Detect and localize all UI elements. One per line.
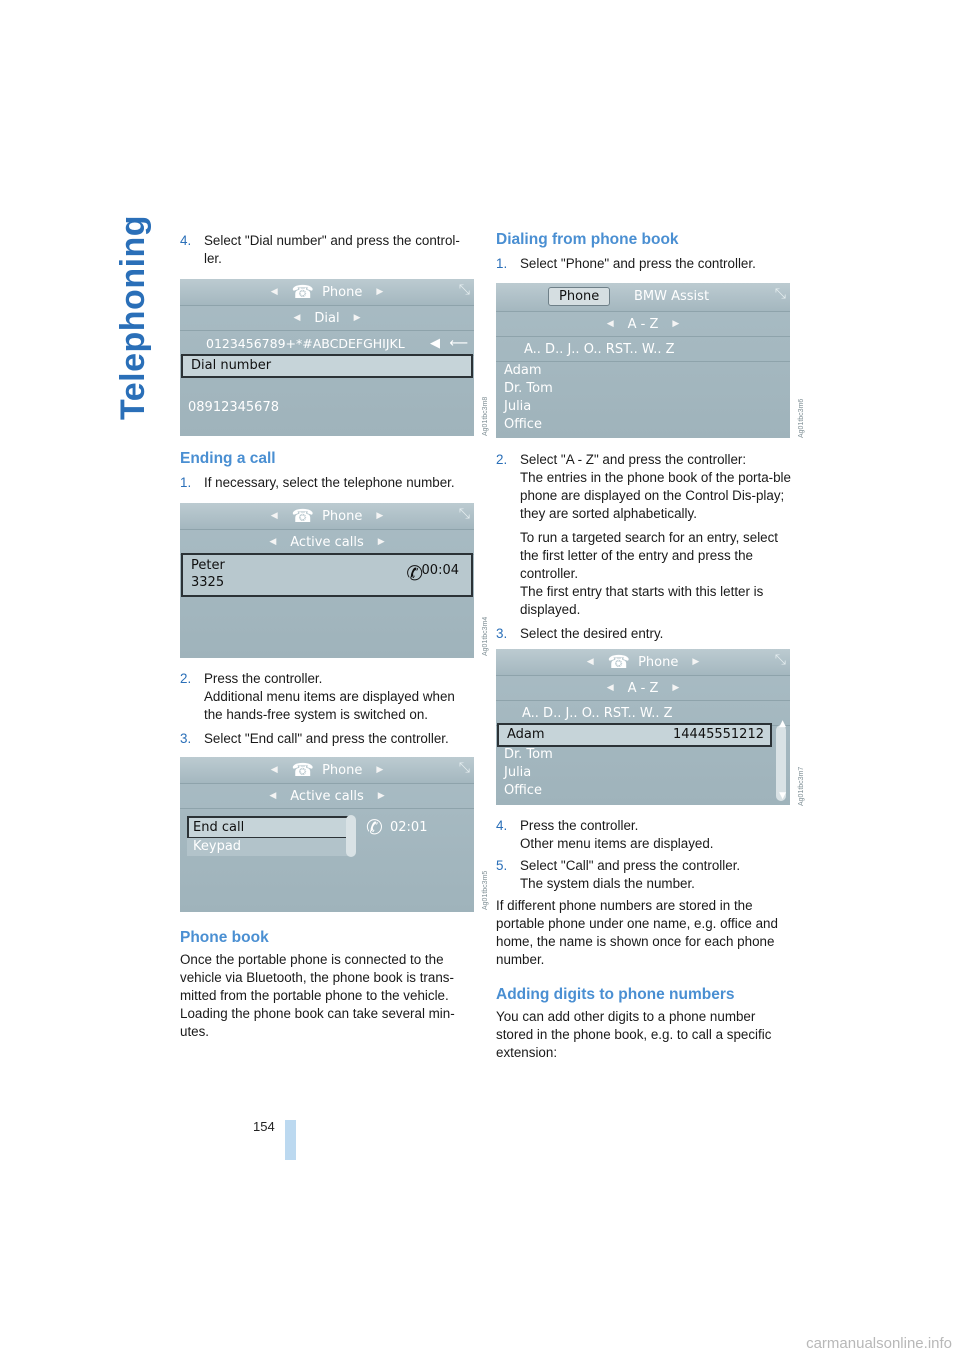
call-handset-icon: ✆ (366, 815, 383, 839)
enter-arrow-icon[interactable]: ⟵ (449, 335, 468, 351)
end-call-option[interactable]: End call (187, 816, 351, 839)
scroll-down-arrow-icon[interactable]: ▼ (779, 791, 786, 801)
backspace-icon[interactable]: ◀ (430, 335, 440, 351)
side-title-text: Telephoning (114, 214, 152, 420)
phonebook-entry[interactable]: Dr. Tom (504, 381, 553, 396)
phone-handset-icon: ☎ (291, 281, 315, 303)
screen-active-calls: ◀ ☎ Phone ▶ ⤡ ◀ Active calls ▶ Peter 3325 ✆ 00:04 (180, 503, 474, 658)
left-step-4: 4. Select "Dial number" and press the control-ler. (180, 233, 460, 266)
scroll-up-arrow-icon[interactable]: ▲ (779, 719, 786, 729)
screen-end-call: ◀ ☎ Phone ▶ ⤡ ◀ Active calls ▶ End call Keypad ✆ 02:01 (180, 757, 474, 912)
scrollbar[interactable] (346, 815, 356, 857)
tab-phone[interactable]: Phone (548, 287, 610, 306)
expand-icon: ⤡ (458, 760, 470, 776)
screen-phone-book: Phone BMW Assist ⤡ ◀ A - Z ▶ A.. D.. J.. O.. RST.. W.. Z Adam Dr. Tom Julia Office (496, 283, 790, 438)
page-marker-bar (285, 1120, 296, 1160)
tab-bmw-assist[interactable]: BMW Assist (634, 289, 710, 304)
letter-index-row[interactable]: A.. D.. J.. O.. RST.. W.. Z (496, 701, 790, 726)
phonebook-entry[interactable]: Julia (504, 399, 532, 414)
call-handset-icon: ✆ (406, 561, 423, 585)
expand-icon: ⤡ (774, 286, 786, 302)
heading-dialing-from-phone-book: Dialing from phone book (496, 231, 679, 248)
keypad-row[interactable]: 0123456789+*#ABCDEFGHIJKL ◀ ⟵ (180, 331, 474, 356)
screen-header: ◀ ☎ Phone ▶ (180, 279, 474, 306)
screen-az-list: ◀ ☎ Phone ▶ ⤡ ◀ A - Z ▶ A.. D.. J.. O.. RST.. W.. Z Adam 14445551212 Dr. Tom Julia Office ▲ ▼ (496, 649, 790, 805)
screen-dial-number: ◀ ☎ Phone ▶ ⤡ ◀ Dial ▶ 0123456789+*#ABCDEFGHIJKL ◀ ⟵ Dial number 08912345678 (180, 279, 474, 436)
expand-icon: ⤡ (774, 652, 786, 668)
phonebook-entry[interactable]: Office (504, 417, 542, 432)
active-call-entry[interactable]: Peter 3325 ✆ 00:04 (181, 553, 473, 597)
side-title (114, 214, 158, 420)
page-number: 154 (253, 1119, 275, 1134)
selected-phonebook-entry[interactable]: Adam 14445551212 (497, 723, 772, 747)
heading-phone-book: Phone book (180, 929, 269, 946)
keypad-option[interactable]: Keypad (187, 838, 351, 856)
selected-dial-number[interactable]: Dial number (181, 354, 473, 378)
scrollbar[interactable] (776, 725, 786, 801)
expand-icon: ⤡ (458, 506, 470, 522)
phonebook-entry[interactable]: Dr. Tom (504, 747, 553, 762)
expand-icon: ⤡ (458, 282, 470, 298)
site-watermark: carmanualsonline.info (806, 1335, 952, 1352)
heading-ending-a-call: Ending a call (180, 450, 276, 467)
phone-handset-icon: ☎ (291, 759, 315, 781)
phonebook-entry[interactable]: Adam (504, 363, 542, 378)
phonebook-entry[interactable]: Office (504, 783, 542, 798)
letter-index-row[interactable]: A.. D.. J.. O.. RST.. W.. Z (496, 337, 790, 362)
phonebook-entry[interactable]: Julia (504, 765, 532, 780)
phone-handset-icon: ☎ (291, 505, 315, 527)
phone-handset-icon: ☎ (607, 651, 631, 673)
heading-adding-digits: Adding digits to phone numbers (496, 986, 735, 1003)
